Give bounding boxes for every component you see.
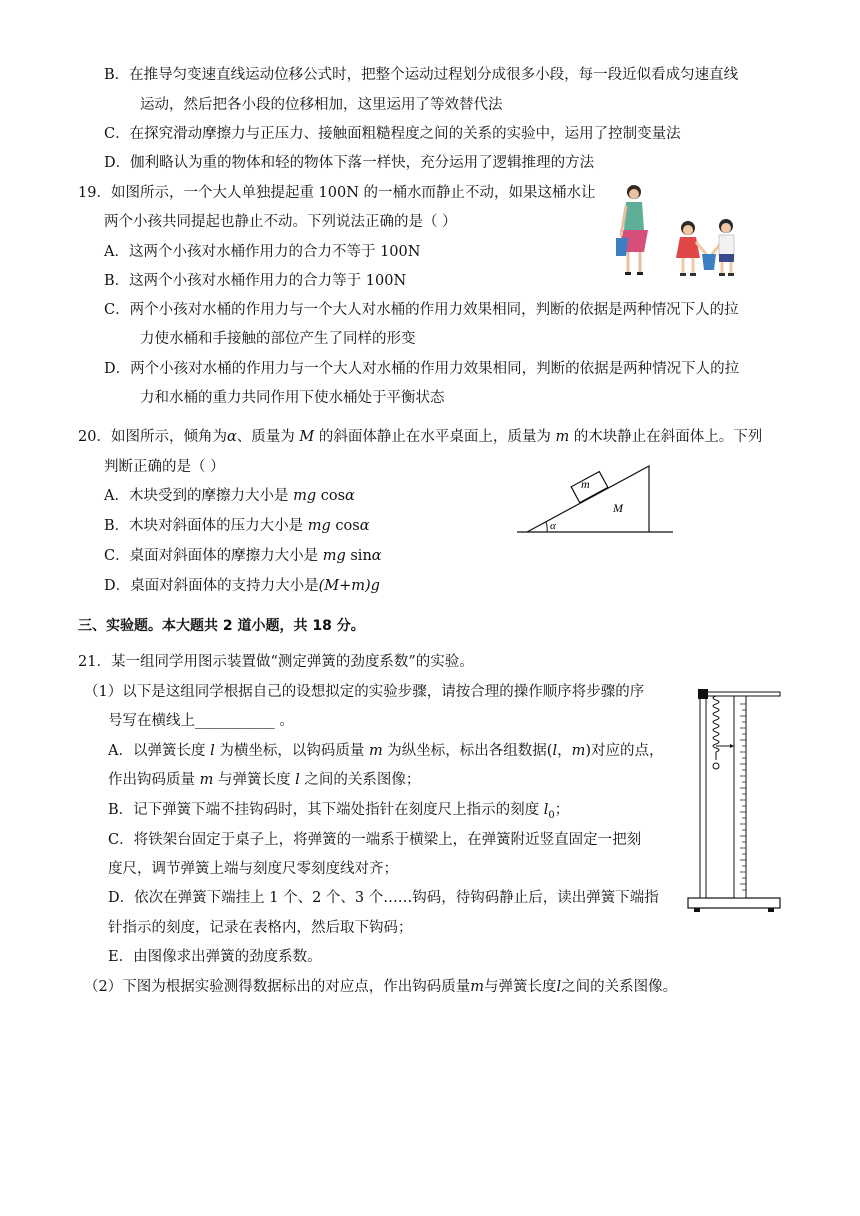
q19-stem-line2: 两个小孩共同提起也静止不动。下列说法正确的是（ ） [104, 214, 457, 230]
spring [713, 696, 719, 752]
incline-body [527, 466, 649, 532]
hook [713, 763, 719, 769]
angle-arc [546, 522, 547, 532]
q21-stem: 21．某一组同学用图示装置做“测定弹簧的劲度系数”的实验。 [78, 654, 474, 670]
q21-step-c-line2: 度尺，调节弹簧上端与刻度尺零刻度线对齐； [108, 861, 398, 877]
stand-base [688, 898, 780, 908]
q21-step-e: E．由图像求出弹簧的劲度系数。 [108, 949, 322, 965]
q19-option-d-line1: D．两个小孩对水桶的作用力与一个大人对水桶的作用力效果相同，判断的依据是两种情况下人的拉 [104, 361, 740, 377]
q19-option-c-line1: C．两个小孩对水桶的作用力与一个大人对水桶的作用力效果相同，判断的依据是两种情况下人的拉 [104, 302, 739, 318]
q21-part1-line2: 号写在横线上___________ 。 [108, 713, 294, 729]
incline-label-M: M [613, 501, 623, 515]
ruler [734, 696, 746, 898]
q20-stem-line2: 判断正确的是（ ） [104, 459, 225, 475]
q18-option-b-line2: 运动，然后把各小段的位移相加，这里运用了等效替代法 [140, 97, 503, 113]
q18-option-d: D．伽利略认为重的物体和轻的物体下落一样快，充分运用了逻辑推理的方法 [104, 155, 595, 171]
q21-part2: （2）下图为根据实验测得数据标出的对应点，作出钩码质量m与弹簧长度l之间的关系图像。 [84, 979, 678, 995]
q21-step-c-line1: C．将铁架台固定于桌子上，将弹簧的一端系于横梁上，在弹簧附近竖直固定一把刻 [108, 832, 642, 848]
q21-step-d-line1: D．依次在弹簧下端挂上 1 个、2 个、3 个……钩码，待钩码静止后，读出弹簧下端指 [108, 890, 659, 906]
q21-part1-line1: （1）以下是这组同学根据自己的设想拟定的实验步骤，请按合理的操作顺序将步骤的序 [84, 684, 645, 700]
stand-pole [700, 690, 706, 898]
angle-label-alpha: α [550, 520, 556, 532]
q19-option-a: A．这两个小孩对水桶作用力的合力不等于 100N [104, 244, 421, 260]
q20-stem-line1: 20．如图所示，倾角为α、质量为 M 的斜面体静止在水平桌面上，质量为 m 的木块静止在斜面体上。下列 [78, 429, 763, 445]
spring-apparatus-figure [684, 680, 784, 916]
q18-option-b-line1: B．在推导匀变速直线运动位移公式时，把整个运动过程划分成很多小段，每一段近似看成匀速直线 [104, 67, 739, 83]
q19-option-d-line2: 力和水桶的重力共同作用下使水桶处于平衡状态 [140, 390, 445, 406]
block-label-m: m [581, 477, 590, 491]
crossbeam [700, 692, 780, 696]
q20-option-c: C．桌面对斜面体的摩擦力大小是 mg sinα [104, 548, 382, 564]
q21-step-a-line2: 作出钩码质量 m 与弹簧长度 l 之间的关系图像； [108, 772, 421, 788]
q21-step-a-line1: A．以弹簧长度 l 为横坐标，以钩码质量 m 为纵坐标，标出各组数据(l，m)对应的点， [108, 743, 664, 759]
q20-option-b: B．木块对斜面体的压力大小是 mg cosα [104, 518, 370, 534]
q19-stem-line1: 19．如图所示，一个大人单独提起重 100N 的一桶水而静止不动，如果这桶水让 [78, 185, 596, 201]
q18-option-c: C．在探究滑动摩擦力与正压力、接触面粗糙程度之间的关系的实验中，运用了控制变量法 [104, 126, 681, 142]
q19-option-c-line2: 力使水桶和手接触的部位产生了同样的形变 [140, 331, 416, 347]
q20-option-d: D．桌面对斜面体的支持力大小是(M+m)g [104, 578, 380, 594]
q19-option-b: B．这两个小孩对水桶作用力的合力等于 100N [104, 273, 407, 289]
bucket-carrying-figure [616, 180, 766, 280]
incline-figure [515, 462, 675, 538]
q21-step-d-line2: 针指示的刻度，记录在表格内，然后取下钩码； [108, 920, 413, 936]
section-3-heading: 三、实验题。本大题共 2 道小题，共 18 分。 [78, 618, 365, 634]
q20-option-a: A．木块受到的摩擦力大小是 mg cosα [104, 488, 355, 504]
q21-step-b: B．记下弹簧下端不挂钩码时，其下端处指针在刻度尺上指示的刻度 $l_0$； [108, 802, 570, 821]
